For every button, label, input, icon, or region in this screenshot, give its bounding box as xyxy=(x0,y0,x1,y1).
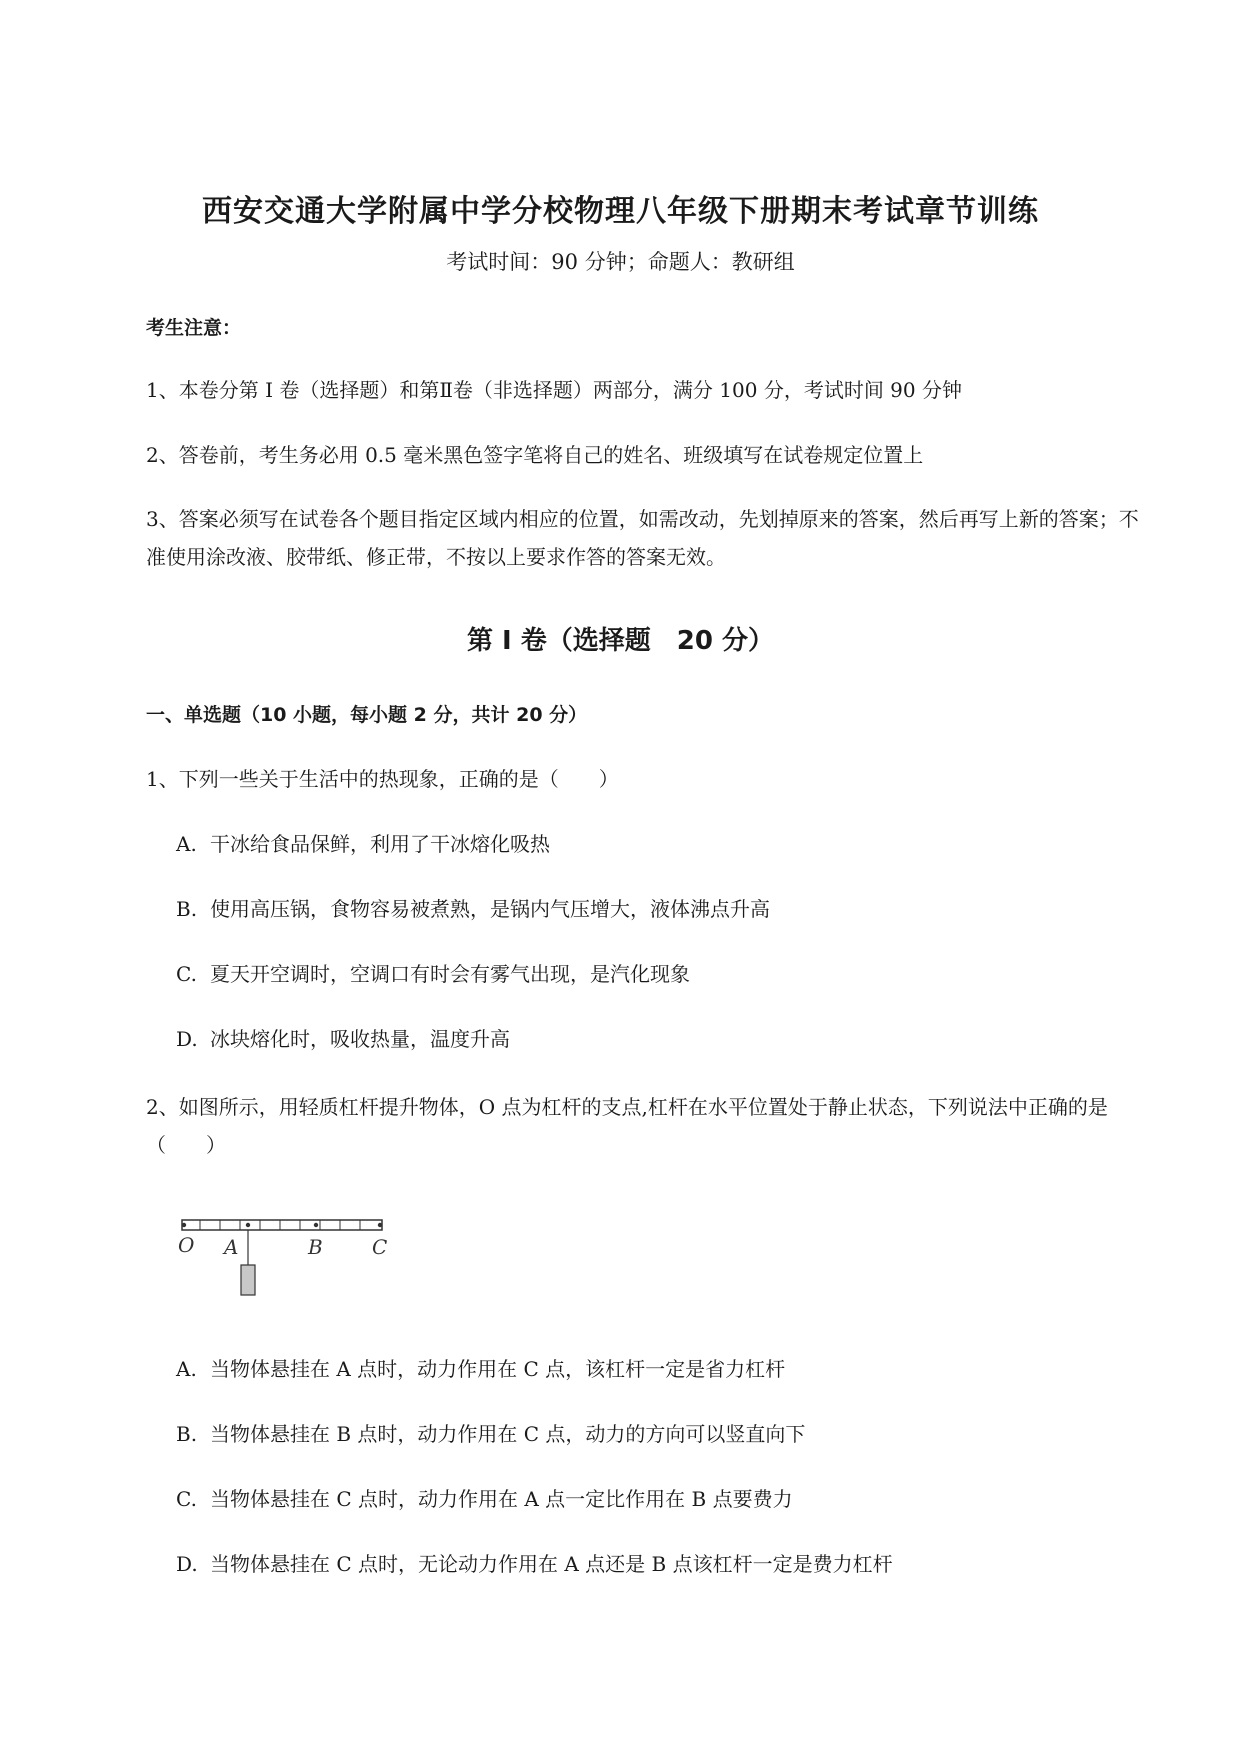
option-letter: C. xyxy=(176,962,197,986)
question-1-stem: 1、下列一些关于生活中的热现象，正确的是（ ） xyxy=(146,767,619,791)
option-letter: A. xyxy=(176,832,197,856)
option-letter: D. xyxy=(176,1552,198,1576)
notice-item: 3、答案必须写在试卷各个题目指定区域内相应的位置，如需改动，先划掉原来的答案，然后再写上新的答案；不准使用涂改液、胶带纸、修正带，不按以上要求作答的答案无效。 xyxy=(146,507,1139,569)
option-letter: D. xyxy=(176,1027,198,1051)
label-c: C xyxy=(372,1235,388,1259)
question-2-option-d[interactable] xyxy=(176,1548,893,1577)
label-o: O xyxy=(178,1233,195,1257)
question-2-stem: 2、如图所示，用轻质杠杆提升物体，O 点为杠杆的支点,杠杆在水平位置处于静止状态，下列说法中正确的是（ ） xyxy=(146,1095,1108,1157)
option-text: 冰块熔化时，吸收热量，温度升高 xyxy=(210,1027,510,1051)
page-title: 西安交通大学附属中学分校物理八年级下册期末考试章节训练 xyxy=(202,194,1039,229)
point-b xyxy=(314,1223,318,1227)
lever-bar xyxy=(182,1220,382,1230)
point-c xyxy=(378,1223,382,1227)
question-2-option-a[interactable] xyxy=(176,1353,785,1382)
section-heading: 第 I 卷（选择题 20 分） xyxy=(466,626,774,656)
exam-info: 考试时间：90 分钟；命题人：教研组 xyxy=(446,250,795,274)
option-letter: C. xyxy=(176,1487,197,1511)
option-letter: B. xyxy=(176,897,198,921)
label-a: A xyxy=(224,1235,239,1259)
question-1-option-d[interactable] xyxy=(176,1023,510,1052)
lever-diagram xyxy=(180,1210,400,1310)
question-2-option-b[interactable] xyxy=(176,1418,805,1447)
hanging-weight xyxy=(241,1265,255,1295)
question-1-option-b[interactable] xyxy=(176,893,770,922)
option-text: 使用高压锅，食物容易被煮熟，是锅内气压增大，液体沸点升高 xyxy=(210,897,770,921)
option-text: 当物体悬挂在 C 点时，动力作用在 A 点一定比作用在 B 点要费力 xyxy=(210,1487,793,1511)
pivot-point-o xyxy=(182,1223,186,1227)
question-1-option-a[interactable] xyxy=(176,828,550,857)
question-2-option-c[interactable] xyxy=(176,1483,793,1512)
option-letter: B. xyxy=(176,1422,198,1446)
option-text: 干冰给食品保鲜，利用了干冰熔化吸热 xyxy=(210,832,550,856)
notice-item: 2、答卷前，考生务必用 0.5 毫米黑色签字笔将自己的姓名、班级填写在试卷规定位置上 xyxy=(146,443,924,467)
label-b: B xyxy=(308,1235,323,1259)
notice-heading: 考生注意： xyxy=(146,317,242,339)
option-text: 夏天开空调时，空调口有时会有雾气出现，是汽化现象 xyxy=(210,962,690,986)
option-letter: A. xyxy=(176,1357,197,1381)
question-1-option-c[interactable] xyxy=(176,958,690,987)
option-text: 当物体悬挂在 C 点时，无论动力作用在 A 点还是 B 点该杠杆一定是费力杠杆 xyxy=(210,1552,893,1576)
point-a xyxy=(246,1223,250,1227)
part-heading: 一、单选题（10 小题，每小题 2 分，共计 20 分） xyxy=(146,704,588,726)
notice-item: 1、本卷分第 I 卷（选择题）和第Ⅱ卷（非选择题）两部分，满分 100 分，考试时间 90 分钟 xyxy=(146,378,962,402)
option-text: 当物体悬挂在 A 点时，动力作用在 C 点，该杠杆一定是省力杠杆 xyxy=(210,1357,786,1381)
option-text: 当物体悬挂在 B 点时，动力作用在 C 点，动力的方向可以竖直向下 xyxy=(210,1422,806,1446)
